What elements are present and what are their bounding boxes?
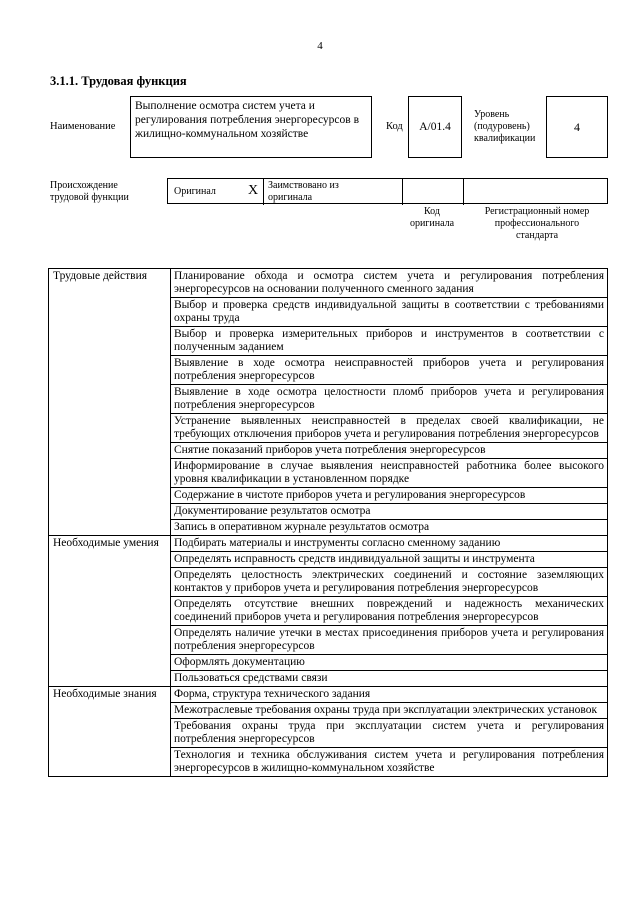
origin-label-line-1: Происхождение xyxy=(50,180,118,191)
origin-reg-caption-line-2: профессионального xyxy=(494,218,580,229)
section-title: 3.1.1. Трудовая функция xyxy=(50,74,187,88)
origin-reg-cell xyxy=(463,179,609,205)
characteristics-table xyxy=(48,268,608,777)
table-item: Определять целостность электрических соединений и состояние заземляющих контактов у приборов учета и регулирования потребления энергоресурсов xyxy=(171,568,608,597)
table-item: Оформлять документацию xyxy=(171,655,608,671)
origin-borrowed-line-1: Заимствовано из xyxy=(268,180,339,191)
origin-code-caption xyxy=(401,206,463,230)
table-row xyxy=(49,269,608,298)
table-item: Определять исправность средств индивидуальной защиты и инструмента xyxy=(171,552,608,568)
origin-original-label: Оригинал xyxy=(174,186,216,197)
origin-label-line-2: трудовой функции xyxy=(50,192,129,203)
table-item: Выбор и проверка измерительных приборов и инструментов в соответствии с полученным заданием xyxy=(171,327,608,356)
name-label: Наименование xyxy=(50,121,116,132)
origin-reg-caption-line-1: Регистрационный номер xyxy=(484,206,590,217)
table-item: Подбирать материалы и инструменты согласно сменному заданию xyxy=(171,536,608,552)
level-label-line-2: (подуровень) xyxy=(474,121,530,132)
code-value-box: A/01.4 xyxy=(408,96,462,158)
table-row xyxy=(49,687,608,703)
level-value-box: 4 xyxy=(546,96,608,158)
origin-code-caption-line-2: оригинала xyxy=(409,218,455,229)
level-label-line-3: квалификации xyxy=(474,133,536,144)
table-item: Выявление в ходе осмотра целостности пломб приборов учета и регулирования потребления энергоресурсов xyxy=(171,385,608,414)
table-item: Планирование обхода и осмотра систем учета и регулирования потребления энергоресурсов на основании полученного сменного задания xyxy=(171,269,608,298)
table-item: Документирование результатов осмотра xyxy=(171,504,608,520)
table-row xyxy=(49,536,608,552)
table-item: Устранение выявленных неисправностей в пределах своей квалификации, не требующих отключения приборов учета и регулирования потребления энергоресурсов xyxy=(171,414,608,443)
function-name-box: Выполнение осмотра систем учета и регулирования потребления энергоресурсов в жилищно-коммунальном хозяйстве xyxy=(130,96,372,158)
table-item: Межотраслевые требования охраны труда при эксплуатации электрических установок xyxy=(171,703,608,719)
table-item: Выявление в ходе осмотра неисправностей приборов учета и регулирования потребления энергоресурсов xyxy=(171,356,608,385)
table-item: Определять отсутствие внешних повреждений и надежность механических соединений приборов учета и регулирования потребления энергоресурсов xyxy=(171,597,608,626)
level-label-line-1: Уровень xyxy=(474,109,510,120)
table-item: Информирование в случае выявления неисправностей работника более высокого уровня квалификации в установленном порядке xyxy=(171,459,608,488)
origin-reg-caption-line-3: стандарта xyxy=(515,230,559,241)
group-label: Необходимые умения xyxy=(49,536,171,687)
table-item: Требования охраны труда при эксплуатации систем учета и регулирования потребления энергоресурсов xyxy=(171,719,608,748)
origin-table xyxy=(167,178,608,204)
group-label: Трудовые действия xyxy=(49,269,171,536)
table-item: Содержание в чистоте приборов учета и регулирования энергоресурсов xyxy=(171,488,608,504)
table-item: Технология и техника обслуживания систем учета и регулирования потребления энергоресурсов в жилищно-коммунальном хозяйстве xyxy=(171,748,608,777)
table-item: Форма, структура технического задания xyxy=(171,687,608,703)
table-item: Определять наличие утечки в местах присоединения приборов учета и регулирования потребления энергоресурсов xyxy=(171,626,608,655)
origin-reg-caption xyxy=(466,206,608,242)
page-number: 4 xyxy=(317,40,323,52)
origin-borrowed-line-2: оригинала xyxy=(268,192,313,203)
origin-code-cell xyxy=(402,179,463,205)
table-item: Пользоваться средствами связи xyxy=(171,671,608,687)
origin-label xyxy=(50,180,129,204)
code-label: Код xyxy=(386,121,403,132)
origin-borrowed-cell xyxy=(263,179,402,205)
table-item: Снятие показаний приборов учета потребления энергоресурсов xyxy=(171,443,608,459)
origin-borrowed-label xyxy=(268,180,339,204)
origin-original-cell xyxy=(168,179,263,205)
group-label: Необходимые знания xyxy=(49,687,171,777)
characteristics-table-body xyxy=(49,269,608,777)
origin-code-caption-line-1: Код xyxy=(424,206,440,217)
level-label xyxy=(474,109,535,145)
table-item: Выбор и проверка средств индивидуальной защиты в соответствии с требованиями охраны труда xyxy=(171,298,608,327)
table-item: Запись в оперативном журнале результатов осмотра xyxy=(171,520,608,536)
origin-mark: X xyxy=(248,183,259,198)
